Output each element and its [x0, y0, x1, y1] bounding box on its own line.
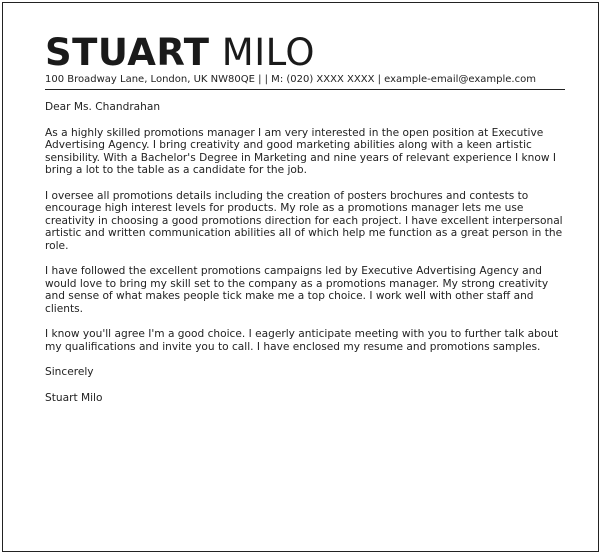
signature: Stuart Milo — [45, 391, 103, 404]
body-paragraph-3: I have followed the excellent promotions campaigns led by Executive Advertising Agency and would love to bring my skill set to the company as a promotions manager. My strong creativity and sense of what makes people tick make me a top choice. I work well with other staff and clients. — [45, 265, 549, 315]
letter-page — [2, 2, 599, 552]
sender-name — [45, 33, 565, 73]
contact-line: 100 Broadway Lane, London, UK NW80QE | | M: (020) XXXX XXXX | example-email@example.com — [45, 73, 565, 90]
salutation: Dear Ms. Chandrahan — [45, 101, 161, 113]
closing: Sincerely — [45, 366, 94, 378]
body-paragraph-2: I oversee all promotions details including the creation of posters brochures and contests to encourage high interest levels for products. My role as a promotions manager lets me use creativity in choosing a good promotions direction for each project. I have excellent interpersonal artistic and written communication abilities all of which help me function as a great person in the role. — [45, 189, 563, 252]
body-paragraph-4: I know you'll agree I'm a good choice. I eagerly anticipate meeting with you to further talk about my qualifications and invite you to call. I have enclosed my resume and promotions samples. — [45, 328, 559, 353]
sender-last-name: MILO — [221, 31, 316, 74]
body-paragraph-1: As a highly skilled promotions manager I am very interested in the open position at Executive Advertising Agency. I bring creativity and good marketing abilities along with a keen artistic sensibility. With a Bachelor's Degree in Marketing and nine years of relevant experience I know I bring a lot to the table as a candidate for the job. — [45, 126, 557, 176]
sender-first-name: STUART — [45, 31, 210, 74]
letter-content — [45, 33, 565, 404]
